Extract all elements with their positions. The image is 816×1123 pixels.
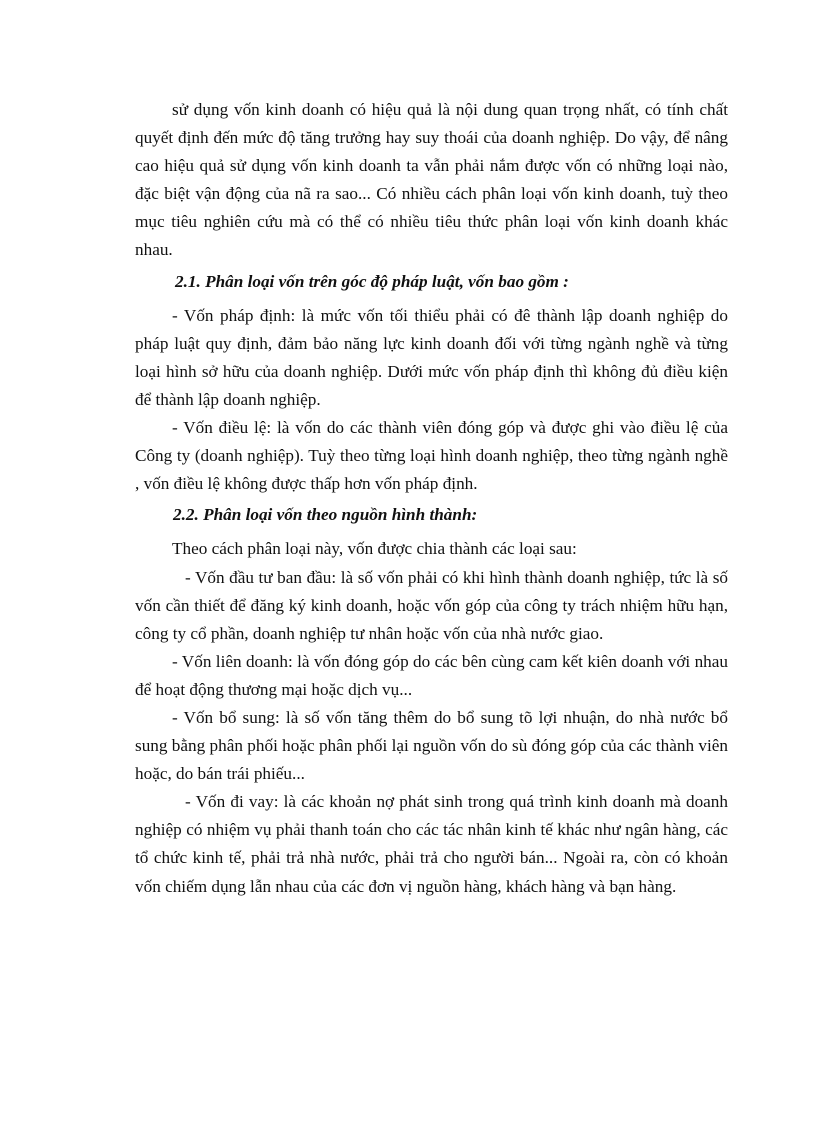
section-heading-2-2: 2.2. Phân loại vốn theo nguồn hình thành: — [173, 505, 478, 525]
section-heading-2-1: 2.1. Phân loại vốn trên góc độ pháp luật, vốn bao gồm : — [175, 271, 569, 291]
section-2-2-lead: Theo cách phân loại này, vốn được chia thành các loại sau: — [172, 539, 577, 559]
borrowed-capital-paragraph: - Vốn đi vay: là các khoản nợ phát sinh trong quá trình kinh doanh mà doanh nghiệp có nhiệm vụ phải thanh toán cho các tác nhân kinh tế khác như ngân hàng, các tổ chức kinh tế, phải trả nhà nước, phải trả cho người bán... Ngoài ra, còn có khoản vốn chiếm dụng lẫn nhau của các đơn vị nguồn hàng, khách hàng và bạn hàng. — [135, 792, 728, 896]
document-body — [135, 96, 728, 901]
supplementary-capital-paragraph: - Vốn bổ sung: là số vốn tăng thêm do bổ sung tõ lợi nhuận, do nhà nước bổ sung bằng phân phối hoặc phân phối lại nguồn vốn do sù đóng góp của các thành viên hoặc, do bán trái phiếu... — [135, 707, 728, 784]
joint-venture-capital-paragraph: - Vốn liên doanh: là vốn đóng góp do các bên cùng cam kết kiên doanh với nhau để hoạt động thương mại hoặc dịch vụ... — [135, 651, 728, 699]
intro-paragraph: sử dụng vốn kinh doanh có hiệu quả là nội dung quan trọng nhất, có tính chất quyết định đến mức độ tăng trưởng hay suy thoái của doanh nghiệp. Do vậy, để nâng cao hiệu quả sử dụng vốn kinh doanh ta vẫn phải nắm được vốn có những loại nào, đặc biệt vận động của nã ra sao... Có nhiều cách phân loại vốn kinh doanh, tuỳ theo mục tiêu nghiên cứu mà có thể có nhiều tiêu thức phân loại vốn kinh doanh khác nhau. — [135, 100, 728, 260]
legal-capital-paragraph: - Vốn pháp định: là mức vốn tối thiểu phải có đê thành lập doanh nghiệp do pháp luật quy định, đảm bảo năng lực kinh doanh đối với từng ngành nghề và từng loại hình sở hữu của doanh nghiệp. Dưới mức vốn pháp định thì không đủ điều kiện để thành lập doanh nghiệp. — [135, 305, 728, 409]
initial-capital-paragraph: - Vốn đầu tư ban đầu: là số vốn phải có khi hình thành doanh nghiệp, tức là số vốn cần thiết để đăng ký kinh doanh, hoặc vốn góp của công ty trách nhiệm hữu hạn, công ty cổ phần, doanh nghiệp tư nhân hoặc vốn của nhà nước giao. — [135, 567, 728, 643]
charter-capital-paragraph: - Vốn điều lệ: là vốn do các thành viên đóng góp và được ghi vào điều lệ của Công ty (doanh nghiệp). Tuỳ theo từng loại hình doanh nghiệp, theo từng ngành nghề , vốn điều lệ không được thấp hơn vốn pháp định. — [135, 418, 728, 494]
